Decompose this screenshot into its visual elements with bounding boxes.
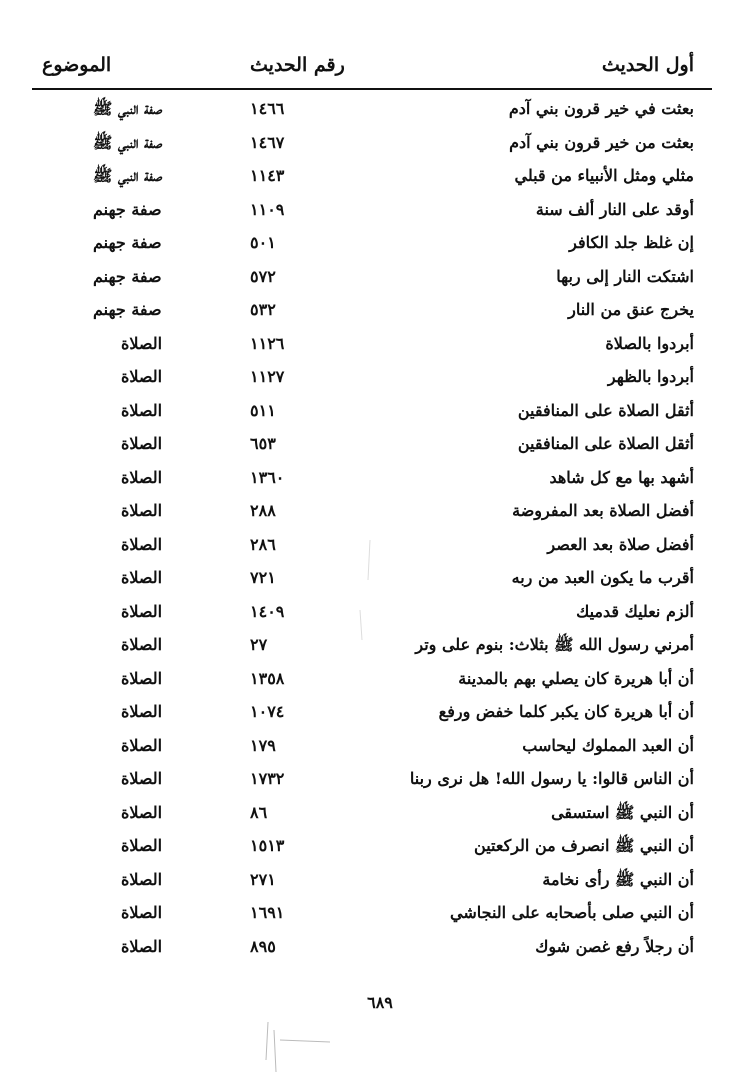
table-header [32, 54, 712, 84]
hadith-first-words: أن أبا هريرة كان يكبر كلما خفض ورفع [438, 702, 694, 721]
hadith-first-words: أوقد على النار ألف سنة [535, 199, 694, 219]
hadith-first-words: أن النبي ﷺ انصرف من الركعتين [474, 836, 694, 855]
table-row [32, 932, 712, 966]
hadith-number: ٦٥٣ [250, 434, 276, 453]
table-row [32, 630, 712, 664]
hadith-number: ٥٧٢ [250, 266, 276, 286]
hadith-number: ١٤٠٩ [250, 601, 285, 621]
hadith-topic: الصلاة [121, 936, 163, 956]
header-rule [32, 88, 712, 90]
hadith-first-words: بعثت في خير قرون بني آدم [508, 99, 694, 118]
hadith-first-words: ألزم نعليك قدميك [576, 601, 694, 621]
hadith-topic: الصلاة [121, 836, 163, 855]
hadith-topic: الصلاة [121, 635, 163, 654]
hadith-first-words: أن النبي صلى بأصحابه على النجاشي [450, 903, 694, 922]
table-row [32, 329, 712, 363]
hadith-number: ١٤٦٦ [250, 99, 285, 118]
table-row [32, 362, 712, 396]
table-row [32, 228, 712, 262]
hadith-number: ٨٦ [250, 802, 268, 822]
hadith-topic: الصلاة [121, 802, 163, 822]
hadith-topic: الصلاة [121, 434, 163, 453]
table-row [32, 831, 712, 865]
table-row [32, 865, 712, 899]
hadith-topic: الصلاة [121, 601, 163, 621]
hadith-number: ١٧٣٢ [250, 769, 285, 788]
table-row [32, 597, 712, 631]
table-row [32, 530, 712, 564]
hadith-topic: الصلاة [121, 735, 163, 755]
hadith-first-words: أمرني رسول الله ﷺ بثلاث: بنوم على وتر [415, 635, 694, 654]
page-number: ٦٨٩ [367, 993, 393, 1012]
hadith-topic: الصلاة [121, 333, 163, 353]
hadith-topic: صفة جهنم [93, 233, 162, 252]
hadith-number: ١١٢٧ [250, 367, 285, 386]
table-row [32, 463, 712, 497]
table-row [32, 262, 712, 296]
hadith-topic: الصلاة [121, 668, 163, 688]
hadith-number: ١٧٩ [250, 735, 276, 755]
hadith-number: ١١٢٦ [250, 333, 285, 353]
hadith-number: ١٠٧٤ [250, 702, 285, 721]
hadith-first-words: أن النبي ﷺ استسقى [551, 802, 694, 822]
hadith-first-words: أفضل صلاة بعد العصر [547, 534, 694, 554]
hadith-first-words: أبردوا بالظهر [607, 367, 694, 386]
hadith-first-words: أن العبد المملوك ليحاسب [522, 735, 694, 755]
hadith-topic: صفة النبي ﷺ [93, 166, 163, 185]
hadith-number: ١١٠٩ [250, 199, 285, 219]
hadith-first-words: أشهد بها مع كل شاهد [549, 467, 694, 487]
hadith-number: ٥٠١ [250, 233, 276, 252]
hadith-first-words: أفضل الصلاة بعد المفروضة [512, 501, 694, 520]
header-hadith-number: رقم الحديث [250, 54, 345, 76]
hadith-first-words: أبردوا بالصلاة [605, 333, 694, 353]
table-row [32, 731, 712, 765]
hadith-number: ٢٨٦ [250, 534, 276, 554]
hadith-number: ٢٧ [250, 635, 268, 654]
hadith-topic: صفة جهنم [93, 199, 162, 219]
hadith-first-words: اشتكت النار إلى ربها [556, 266, 694, 286]
hadith-topic: الصلاة [121, 534, 163, 554]
hadith-number: ٧٢١ [250, 568, 276, 587]
table-row [32, 195, 712, 229]
hadith-topic: الصلاة [121, 769, 163, 788]
table-row [32, 697, 712, 731]
hadith-number: ٢٨٨ [250, 501, 276, 520]
hadith-first-words: مثلي ومثل الأنبياء من قبلي [514, 166, 694, 185]
hadith-number: ١١٤٣ [250, 166, 285, 185]
hadith-number: ٥١١ [250, 400, 276, 420]
hadith-topic: الصلاة [121, 568, 163, 587]
hadith-number: ٨٩٥ [250, 936, 276, 956]
hadith-number: ١٣٥٨ [250, 668, 285, 688]
table-row [32, 295, 712, 329]
table-row [32, 898, 712, 932]
hadith-topic: صفة جهنم [93, 266, 162, 286]
hadith-first-words: إن غلظ جلد الكافر [569, 233, 694, 252]
hadith-topic: صفة النبي ﷺ [93, 99, 163, 118]
hadith-first-words: أن رجلاً رفع غصن شوك [535, 936, 694, 956]
hadith-number: ٢٧١ [250, 869, 276, 889]
header-topic: الموضوع [42, 54, 112, 76]
table-row [32, 764, 712, 798]
hadith-first-words: أن أبا هريرة كان يصلي بهم بالمدينة [458, 668, 694, 688]
hadith-topic: الصلاة [121, 400, 163, 420]
table-row [32, 128, 712, 162]
hadith-first-words: يخرج عنق من النار [568, 300, 694, 319]
table-row [32, 94, 712, 128]
header-first-words: أول الحديث [601, 54, 694, 76]
hadith-topic: الصلاة [121, 467, 163, 487]
hadith-first-words: أثقل الصلاة على المنافقين [517, 434, 694, 453]
hadith-topic: الصلاة [121, 702, 163, 721]
hadith-topic: الصلاة [121, 869, 163, 889]
index-table [32, 94, 712, 965]
table-row [32, 563, 712, 597]
hadith-topic: صفة النبي ﷺ [93, 132, 163, 152]
hadith-topic: صفة جهنم [93, 300, 162, 319]
hadith-first-words: أن الناس قالوا: يا رسول الله! هل نرى ربنا [409, 769, 694, 788]
hadith-number: ١٣٦٠ [250, 467, 285, 487]
hadith-first-words: أثقل الصلاة على المنافقين [517, 400, 694, 420]
hadith-number: ١٥١٣ [250, 836, 285, 855]
table-row [32, 664, 712, 698]
hadith-number: ٥٣٢ [250, 300, 276, 319]
hadith-topic: الصلاة [121, 903, 163, 922]
table-row [32, 496, 712, 530]
table-row [32, 429, 712, 463]
hadith-number: ١٦٩١ [250, 903, 285, 922]
table-row [32, 161, 712, 195]
hadith-first-words: بعثت من خير قرون بني آدم [509, 132, 694, 152]
hadith-topic: الصلاة [121, 501, 163, 520]
hadith-topic: الصلاة [121, 367, 163, 386]
table-row [32, 396, 712, 430]
hadith-number: ١٤٦٧ [250, 132, 285, 152]
hadith-first-words: أن النبي ﷺ رأى نخامة [542, 869, 694, 889]
table-row [32, 798, 712, 832]
hadith-first-words: أقرب ما يكون العبد من ربه [511, 568, 694, 587]
